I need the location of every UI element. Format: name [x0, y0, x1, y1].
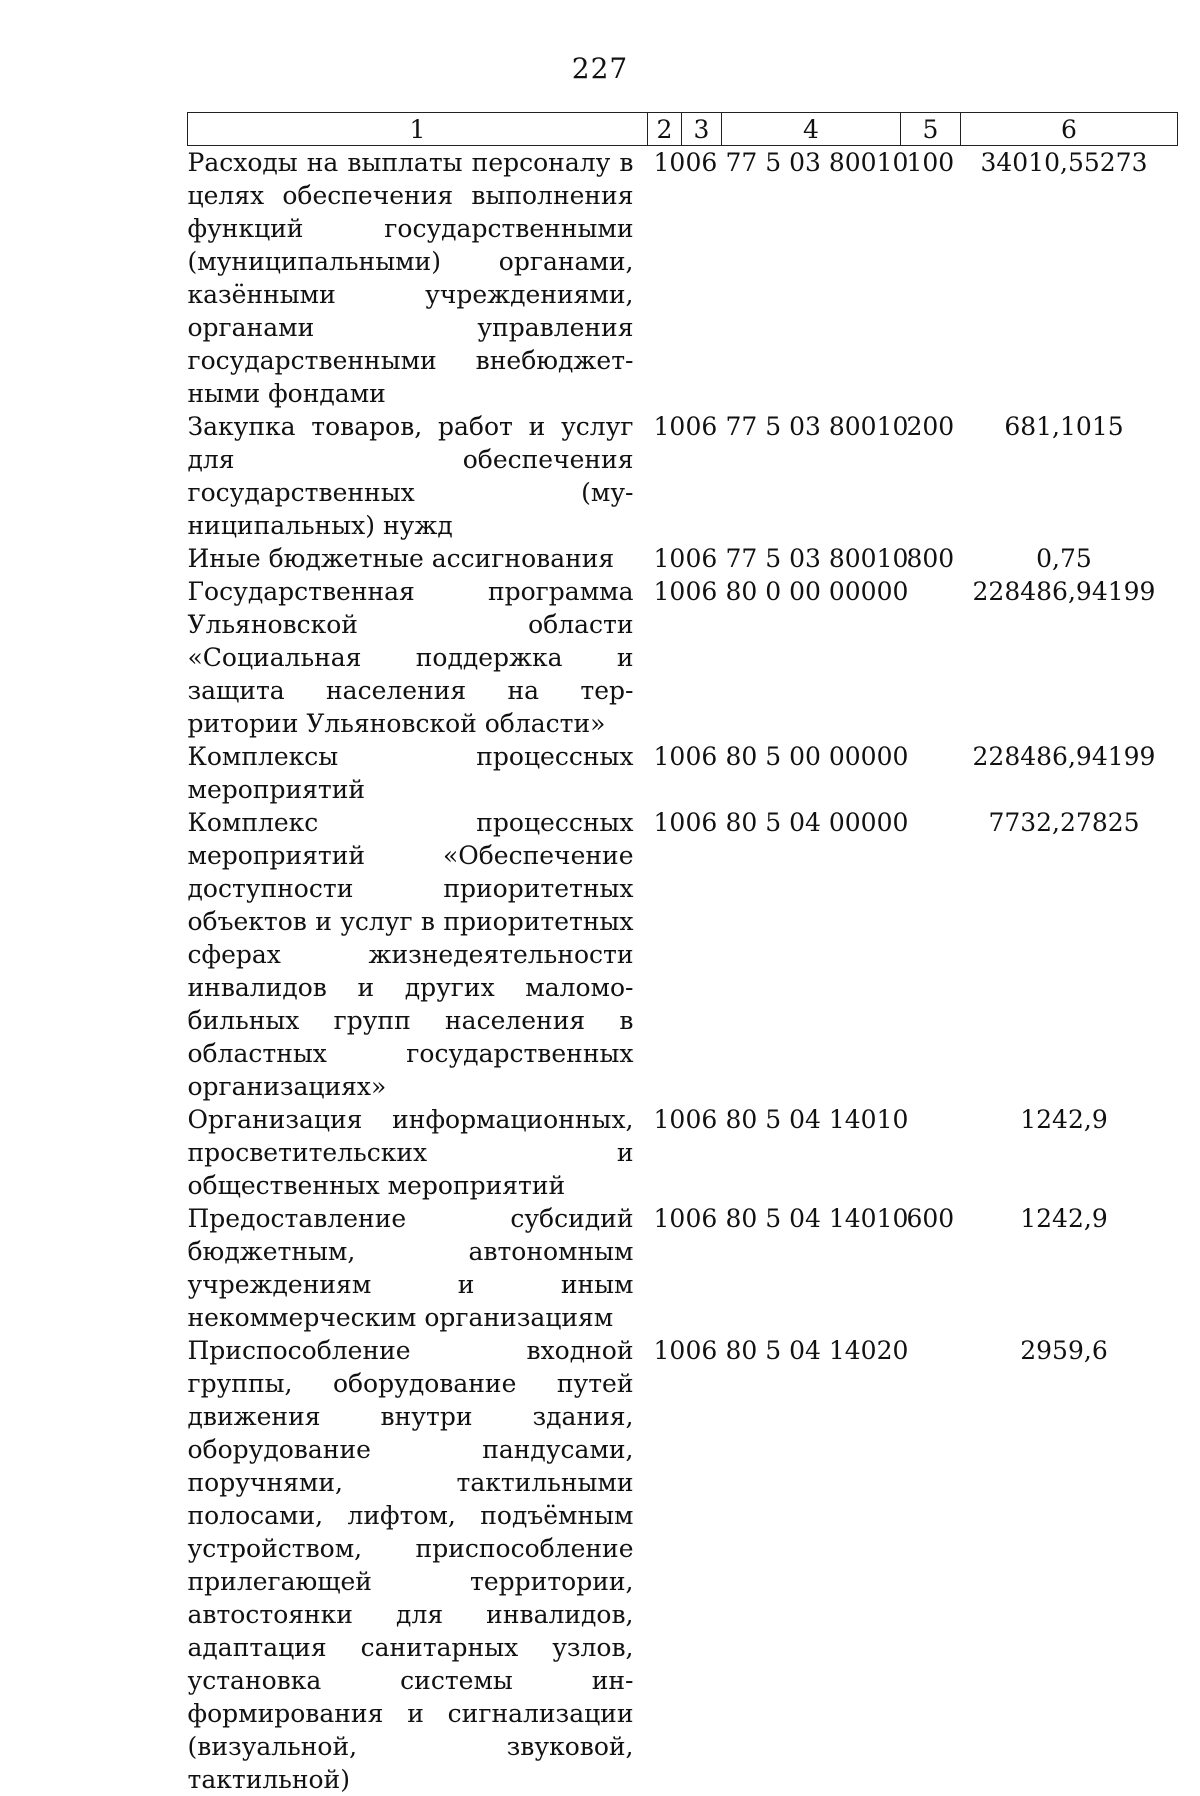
- table-row: [188, 146, 1178, 411]
- table-row: [188, 1202, 1178, 1334]
- row-amount: 1242,9: [1020, 1105, 1108, 1134]
- row-section: 10: [653, 148, 686, 177]
- row-name: Организация информационных, просветительских и общественных мероприятий: [187, 1105, 634, 1200]
- row-target-article: 80 0 00 00000: [725, 577, 909, 606]
- row-subsection: 06: [685, 808, 718, 837]
- row-expense-type: 600: [906, 1204, 955, 1233]
- table-header-row: [188, 113, 1178, 146]
- row-name: Государственная программа Ульяновской области «Социальная поддержка и защита населения на территории Ульяновской области»: [187, 577, 634, 738]
- row-name: Комплексы процессных мероприятий: [187, 742, 634, 804]
- table-row: [188, 740, 1178, 806]
- row-subsection: 06: [685, 148, 718, 177]
- row-amount: 34010,55273: [980, 148, 1148, 177]
- row-subsection: 06: [685, 1105, 718, 1134]
- row-amount: 0,75: [1036, 544, 1092, 573]
- column-header-1: 1: [188, 113, 648, 146]
- row-target-article: 80 5 04 14010: [725, 1204, 909, 1233]
- table-row: [188, 575, 1178, 740]
- budget-table: [187, 112, 1178, 1796]
- row-section: 10: [653, 1204, 686, 1233]
- row-subsection: 06: [685, 1204, 718, 1233]
- column-header-2: 2: [648, 113, 682, 146]
- row-expense-type: 100: [906, 148, 955, 177]
- row-section: 10: [653, 1336, 686, 1365]
- row-expense-type: [901, 740, 961, 806]
- row-expense-type: 800: [906, 544, 955, 573]
- row-amount: 1242,9: [1020, 1204, 1108, 1233]
- row-subsection: 06: [685, 412, 718, 441]
- row-name: Расходы на выплаты персоналу в целях обеспечения выполнения функций государственными (муниципальными) органами, казёнными учреждениями, органами управления государственными внебюджетными фондами: [187, 148, 634, 408]
- row-subsection: 06: [685, 544, 718, 573]
- table-row: [188, 1334, 1178, 1796]
- row-amount: 681,1015: [1004, 412, 1124, 441]
- row-name: Комплекс процессных мероприятий «Обеспечение доступности приоритетных объектов и услуг в приоритетных сферах жизнедеятельности инвалидов и других маломобильных групп населения в областных государственных организациях»: [187, 808, 634, 1101]
- table-row: [188, 410, 1178, 542]
- row-expense-type: [901, 806, 961, 1103]
- row-section: 10: [653, 577, 686, 606]
- row-section: 10: [653, 742, 686, 771]
- row-target-article: 80 5 00 00000: [725, 742, 909, 771]
- row-section: 10: [653, 808, 686, 837]
- column-header-6: 6: [961, 113, 1178, 146]
- row-subsection: 06: [685, 742, 718, 771]
- table-row: [188, 542, 1178, 575]
- row-name: Иные бюджетные ассигнования: [187, 544, 615, 573]
- row-expense-type: [901, 575, 961, 740]
- row-section: 10: [653, 412, 686, 441]
- row-expense-type: 200: [906, 412, 955, 441]
- row-name: Закупка товаров, работ и услуг для обеспечения государственных (муниципальных) нужд: [187, 412, 634, 540]
- row-target-article: 80 5 04 14010: [725, 1105, 909, 1134]
- row-target-article: 80 5 04 14020: [725, 1336, 909, 1365]
- row-section: 10: [653, 544, 686, 573]
- table-row: [188, 806, 1178, 1103]
- row-target-article: 77 5 03 80010: [725, 412, 909, 441]
- table-row: [188, 1103, 1178, 1202]
- page-number: 227: [571, 52, 629, 85]
- row-amount: 228486,94199: [972, 577, 1156, 606]
- column-header-3: 3: [682, 113, 722, 146]
- row-subsection: 06: [685, 1336, 718, 1365]
- column-header-5: 5: [901, 113, 961, 146]
- row-subsection: 06: [685, 577, 718, 606]
- row-target-article: 77 5 03 80010: [725, 148, 909, 177]
- column-header-4: 4: [722, 113, 901, 146]
- row-target-article: 80 5 04 00000: [725, 808, 909, 837]
- row-name: Приспособление входной группы, оборудование путей движения внутри здания, оборудование пандусами, поручнями, тактильными полосами, лифтом, подъёмным устройством, приспособление прилегающей территории, автостоянки для инвалидов, адаптация санитарных узлов, установка системы информирования и сигнализации (визуальной, звуковой, тактильной): [187, 1336, 634, 1794]
- row-target-article: 77 5 03 80010: [725, 544, 909, 573]
- row-amount: 2959,6: [1020, 1336, 1108, 1365]
- row-expense-type: [901, 1334, 961, 1796]
- budget-table-container: [187, 112, 1177, 1796]
- row-section: 10: [653, 1105, 686, 1134]
- row-name: Предоставление субсидий бюджетным, автономным учреждениям и иным некоммерческим организациям: [187, 1204, 634, 1332]
- row-amount: 228486,94199: [972, 742, 1156, 771]
- row-amount: 7732,27825: [988, 808, 1140, 837]
- row-expense-type: [901, 1103, 961, 1202]
